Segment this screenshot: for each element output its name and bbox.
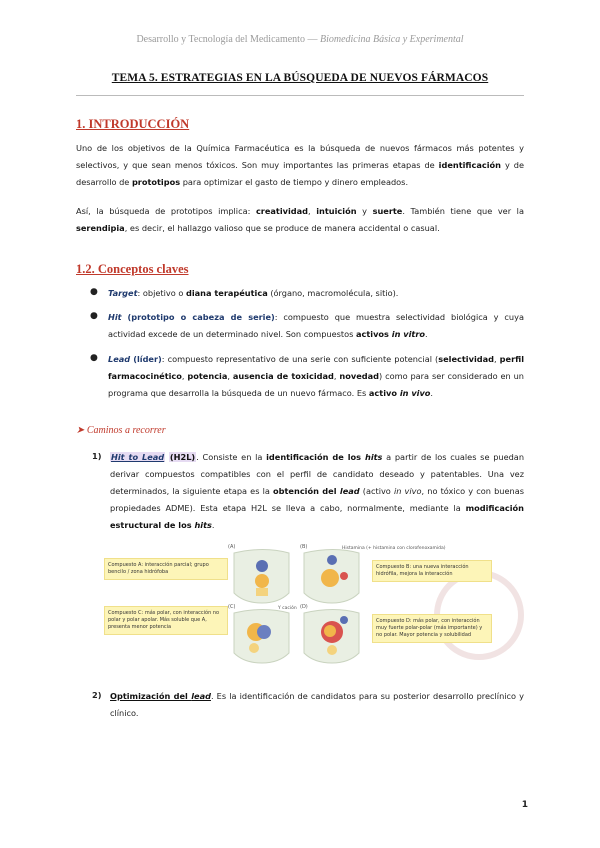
note-compuesto-d: Compuesto D: más polar, con interacción muy fuerte polar-polar (más importante) y no polar. Mayor potencia y solubilidad — [372, 614, 492, 643]
bullet-dot: ● — [90, 353, 98, 363]
panel-label-d: (D) — [300, 604, 308, 610]
item-hit-to-lead: Hit to Lead (H2L). Consiste en la identificación de los hits a partir de los cuales se puedan derivar compuestos compatibles con el perfil de candidato deseado y patentables. Una vez determinados, la siguiente etapa es la obtención del lead (activo in vivo, no tóxico y con buenas propiedades ADME). Esta etapa H2L se lleva a cabo, normalmente, mediante la modificación estructural de los hits. — [110, 452, 525, 530]
section-heading-conceptos: 1.2. Conceptos claves — [76, 262, 189, 276]
pocket-a — [234, 550, 289, 604]
intro-paragraph-2: Así, la búsqueda de prototipos implica: creatividad, intuición y suerte. También tiene que ver la serendipia, es decir, el hallazgo valioso que se produce de manera accidental o casual. — [76, 206, 524, 233]
panel-label-c: (C) — [228, 604, 236, 610]
title-rule — [76, 95, 524, 96]
bullet-dot: ● — [90, 287, 98, 297]
section-heading-introduccion: 1. INTRODUCCIÓN — [76, 117, 190, 131]
panel-label-b: (B) — [300, 544, 308, 550]
item-number-1: 1) — [92, 451, 102, 461]
note-compuesto-b: Compuesto B: una nueva interacción hidrófila, mejora la interacción — [372, 560, 492, 582]
header-italic: Biomedicina Básica y Experimental — [319, 34, 464, 45]
mid-caption: Y cación — [278, 606, 297, 611]
note-compuesto-c: Compuesto C: más polar, con interacción no polar y polar apolar. Más soluble que A, presenta menor potencia — [104, 606, 228, 635]
bullet-target: Target: objetivo o diana terapéutica (órgano, macromolécula, sitio). — [108, 288, 399, 298]
pocket-d — [304, 610, 359, 664]
bullet-lead: Lead (líder): compuesto representativo de una serie con suficiente potencial (selectividad, perfil farmacocinético, potencia, ausencia de toxicidad, novedad) como para ser considerado en un programa que desarrolla la búsqueda de un nuevo fármaco. Es activo in vivo. — [108, 354, 524, 398]
bullet-dot: ● — [90, 311, 98, 321]
item-number-2: 2) — [92, 690, 102, 700]
pocket-b — [304, 550, 359, 604]
lead-optimization-figure — [104, 540, 524, 665]
header-main: Desarrollo y Tecnología del Medicamento — — [136, 34, 318, 45]
pocket-c — [234, 610, 289, 664]
running-header — [0, 34, 600, 45]
note-compuesto-a: Compuesto A: interacción parcial; grupo bencilo / zona hidrófoba — [104, 558, 228, 580]
caminos-heading: ➤ Caminos a recorrer — [76, 425, 166, 436]
panel-label-a: (A) — [228, 544, 236, 550]
document-title: TEMA 5. ESTRATEGIAS EN LA BÚSQUEDA DE NUEVOS FÁRMACOS — [111, 72, 489, 84]
item-optimizacion: Optimización del lead. Es la identificación de candidatos para su posterior desarrollo preclínico y clínico. — [110, 691, 524, 718]
intro-paragraph-1: Uno de los objetivos de la Química Farmacéutica es la búsqueda de nuevos fármacos más potentes y selectivos, y que sean menos tóxicos. Son muy importantes las primeras etapas de identificación y de desarrollo de prototipos para optimizar el gasto de tiempo y dinero empleados. — [76, 143, 524, 187]
page-number: 1 — [521, 800, 528, 810]
bullet-hit: Hit (prototipo o cabeza de serie): compuesto que muestra selectividad biológica y cuya actividad excede de un determinado nivel. Son compuestos activos in vitro. — [108, 312, 524, 339]
top-caption: Histamina (+ histamina con clorofenoxamida) — [342, 546, 446, 551]
